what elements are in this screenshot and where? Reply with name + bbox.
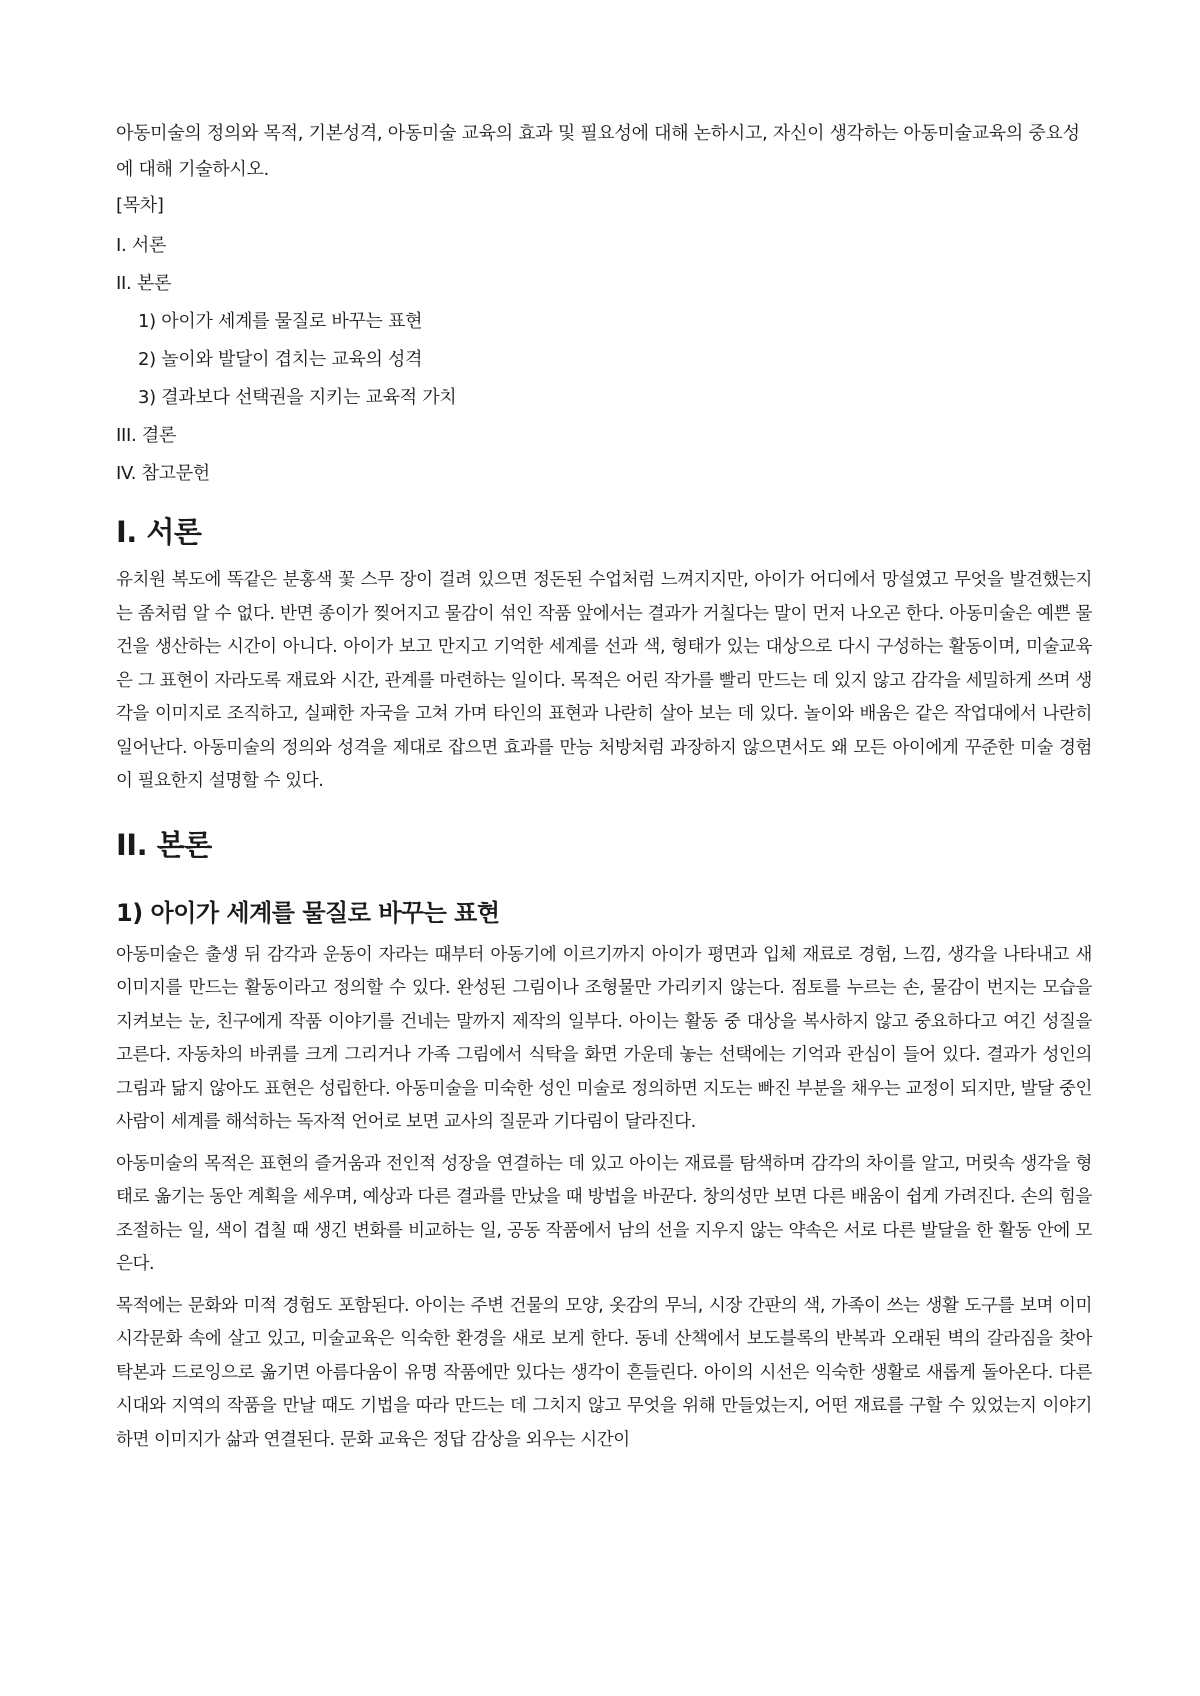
subsection-heading-1: 1) 아이가 세계를 물질로 바꾸는 표현 — [116, 898, 500, 927]
body-paragraph: 아동미술의 목적은 표현의 즐거움과 전인적 성장을 연결하는 데 있고 아이는 재료를 탐색하며 감각의 차이를 알고, 머릿속 생각을 형태로 옮기는 동안 계획을 세우며, 예상과 다른 결과를 만났을 때 방법을 바꾼다. 창의성만 보면 다른 배움이 쉽게 가려진다. 손의 힘을 조절하는 일, 색이 겹칠 때 생긴 변화를 비교하는 일, 공동 작품에서 남의 선을 지우지 않는 약속은 서로 다른 발달을 한 활동 안에 모은다. — [116, 1153, 1092, 1274]
toc-subitem: 1) 아이가 세계를 물질로 바꾸는 표현 — [138, 311, 423, 332]
section-heading-body: II. 본론 — [116, 827, 212, 862]
toc-heading: [목차] — [116, 195, 164, 216]
table-of-contents — [116, 194, 1092, 486]
toc-subitem: 2) 놀이와 발달이 겹치는 교육의 성격 — [138, 349, 423, 370]
assignment-prompt: 아동미술의 정의와 목적, 기본성격, 아동미술 교육의 효과 및 필요성에 대해 논하시고, 자신이 생각하는 아동미술교육의 중요성에 대해 기술하시오. — [116, 123, 1080, 180]
section-heading-intro: I. 서론 — [116, 515, 202, 549]
toc-item: II. 본론 — [116, 273, 172, 294]
body-paragraph: 목적에는 문화와 미적 경험도 포함된다. 아이는 주변 건물의 모양, 옷감의 무늬, 시장 간판의 색, 가족이 쓰는 생활 도구를 보며 이미 시각문화 속에 살고 있고, 미술교육은 익숙한 환경을 새로 보게 한다. 동네 산책에서 보도블록의 반복과 오래된 벽의 갈라짐을 찾아 탁본과 드로잉으로 옮기면 아름다움이 유명 작품에만 있다는 생각이 흔들린다. 아이의 시선은 익숙한 생활로 새롭게 돌아온다. 다른 시대와 지역의 작품을 만날 때도 기법을 따라 만드는 데 그치지 않고 무엇을 위해 만들었는지, 어떤 재료를 구할 수 있었는지 이야기하면 이미지가 삶과 연결된다. 문화 교육은 정답 감상을 외우는 시간이 — [116, 1295, 1092, 1450]
toc-item: I. 서론 — [116, 235, 167, 256]
toc-item: III. 결론 — [116, 425, 177, 446]
toc-item: IV. 참고문헌 — [116, 463, 210, 484]
body-paragraph: 아동미술은 출생 뒤 감각과 운동이 자라는 때부터 아동기에 이르기까지 아이가 평면과 입체 재료로 경험, 느낌, 생각을 나타내고 새 이미지를 만드는 활동이라고 정의할 수 있다. 완성된 그림이나 조형물만 가리키지 않는다. 점토를 누르는 손, 물감이 번지는 모습을 지켜보는 눈, 친구에게 작품 이야기를 건네는 말까지 제작의 일부다. 아이는 활동 중 대상을 복사하지 않고 중요하다고 여긴 성질을 고른다. 자동차의 바퀴를 크게 그리거나 가족 그림에서 식탁을 화면 가운데 놓는 선택에는 기억과 관심이 들어 있다. 결과가 성인의 그림과 닮지 않아도 표현은 성립한다. 아동미술을 미숙한 성인 미술로 정의하면 지도는 빠진 부분을 채우는 교정이 되지만, 발달 중인 사람이 세계를 해석하는 독자적 언어로 보면 교사의 질문과 기다림이 달라진다. — [116, 944, 1092, 1132]
toc-subitem: 3) 결과보다 선택권을 지키는 교육적 가치 — [138, 387, 457, 408]
intro-paragraph: 유치원 복도에 똑같은 분홍색 꽃 스무 장이 걸려 있으면 정돈된 수업처럼 느껴지지만, 아이가 어디에서 망설였고 무엇을 발견했는지는 좀처럼 알 수 없다. 반면 종이가 찢어지고 물감이 섞인 작품 앞에서는 결과가 거칠다는 말이 먼저 나오곤 한다. 아동미술은 예쁜 물건을 생산하는 시간이 아니다. 아이가 보고 만지고 기억한 세계를 선과 색, 형태가 있는 대상으로 다시 구성하는 활동이며, 미술교육은 그 표현이 자라도록 재료와 시간, 관계를 마련하는 일이다. 목적은 어린 작가를 빨리 만드는 데 있지 않고 감각을 세밀하게 쓰며 생각을 이미지로 조직하고, 실패한 자국을 고쳐 가며 타인의 표현과 나란히 살아 보는 데 있다. 놀이와 배움은 같은 작업대에서 나란히 일어난다. 아동미술의 정의와 성격을 제대로 잡으면 효과를 만능 처방처럼 과장하지 않으면서도 왜 모든 아이에게 꾸준한 미술 경험이 필요한지 설명할 수 있다. — [116, 570, 1092, 791]
